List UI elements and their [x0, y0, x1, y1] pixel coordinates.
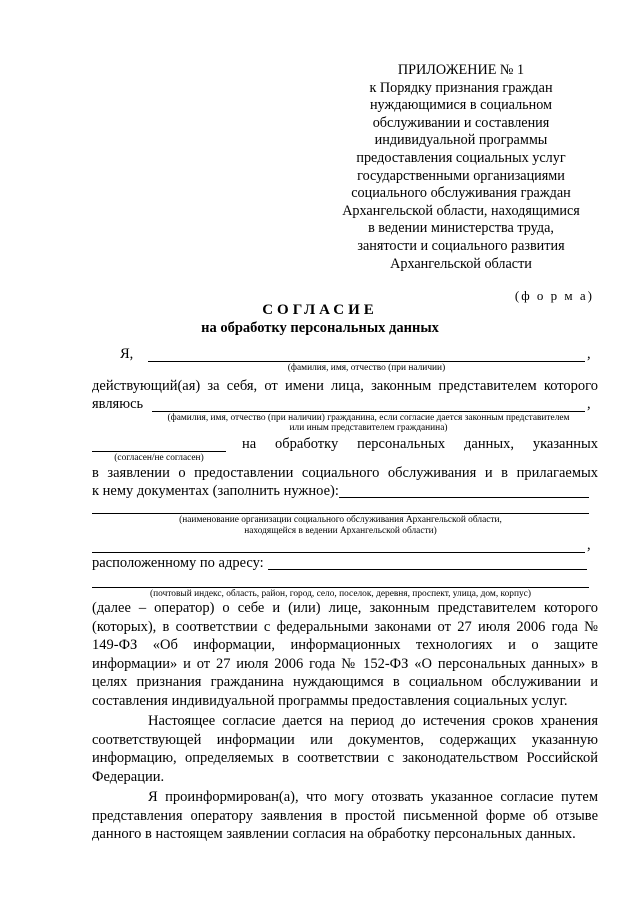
citizen-field[interactable]: [152, 411, 585, 412]
acting-line: действующий(ая) за себя, от имени лица, законным представителем которого: [92, 378, 598, 394]
form-label: (ф о р м а): [514, 288, 594, 303]
appendix-line: Архангельской области: [390, 255, 532, 272]
document-title: СОГЛАСИЕ: [262, 302, 378, 318]
appendix-header: [330, 62, 592, 273]
appendix-line: предоставления социальных услуг: [356, 149, 566, 166]
being-label: являюсь: [92, 396, 144, 412]
citizen-caption-2: или иным представителем гражданина): [289, 423, 448, 433]
body-paragraph-3: Я проинформирован(а), что могу отозвать указанное согласие путем представления оператору заявления в простой письменной форме об отзыве данного в настоящем заявлении согласия на обработку персональных данных.: [92, 789, 598, 843]
body-paragraph-1: (далее – оператор) о себе и (или) лице, законным представителем которого (которых), в соответствии с федеральными законами от 27 июля 2006 года № 149-ФЗ «Об информации, информационных технологиях и о защите информации» и от 27 июля 2006 года № 152-ФЗ «О персональных данных» в целях признания гражданина нуждающимся в социальном обслуживании и составления индивидуальной программы предоставления социальных услуг.: [92, 600, 598, 709]
fio-comma: ,: [587, 346, 591, 362]
org-name-field-continued[interactable]: [92, 552, 585, 553]
org-name-field[interactable]: [92, 513, 589, 514]
citizen-comma: ,: [587, 396, 591, 412]
document-subtitle: на обработку персональных данных: [201, 320, 439, 336]
appendix-line: занятости и социального развития: [357, 237, 565, 254]
fio-field[interactable]: [148, 361, 585, 362]
address-field-continued[interactable]: [92, 587, 589, 588]
appendix-line: нуждающимися в социальном: [369, 97, 553, 114]
consent-caption: (согласен/не согласен): [114, 453, 204, 463]
org-comma: ,: [587, 537, 591, 553]
appendix-line: социального обслуживания граждан: [351, 185, 571, 202]
address-label: расположенному по адресу:: [92, 555, 264, 571]
documents-field[interactable]: [339, 497, 589, 498]
fio-caption: (фамилия, имя, отчество (при наличии): [287, 363, 446, 373]
org-caption-1: (наименование организации социального обслуживания Архангельской области,: [179, 515, 502, 525]
consent-field[interactable]: [92, 451, 226, 452]
citizen-caption-1: (фамилия, имя, отчество (при наличии) гражданина, если согласие дается законным представителем: [167, 413, 570, 423]
consent-text: на обработку персональных данных, указанных: [242, 436, 598, 452]
appendix-line: ПРИЛОЖЕНИЕ № 1: [397, 62, 525, 78]
appendix-line: государственными организациями: [357, 167, 565, 184]
appendix-line: обслуживании и составления: [372, 114, 550, 131]
i-label: Я,: [120, 346, 134, 362]
appendix-line: в ведении министерства труда,: [368, 220, 554, 237]
documents-line: к нему документах (заполнить нужное):: [92, 483, 339, 499]
appendix-line: к Порядку признания граждан: [369, 79, 553, 96]
statement-line: в заявлении о предоставлении социального обслуживания и в прилагаемых: [92, 465, 598, 481]
address-field[interactable]: [268, 569, 587, 570]
address-caption: (почтовый индекс, область, район, город, село, поселок, деревня, проспект, улица, дом, корпус): [150, 589, 531, 599]
appendix-line: Архангельской области, находящимися: [342, 202, 580, 219]
org-caption-2: находящейся в ведении Архангельской области): [244, 526, 437, 536]
appendix-line: индивидуальной программы: [374, 132, 548, 149]
body-paragraph-2: Настоящее согласие дается на период до истечения сроков хранения соответствующей информации или документов, содержащих указанную информацию, определяемых в соответствии с законодательством Российской Федерации.: [92, 713, 598, 785]
